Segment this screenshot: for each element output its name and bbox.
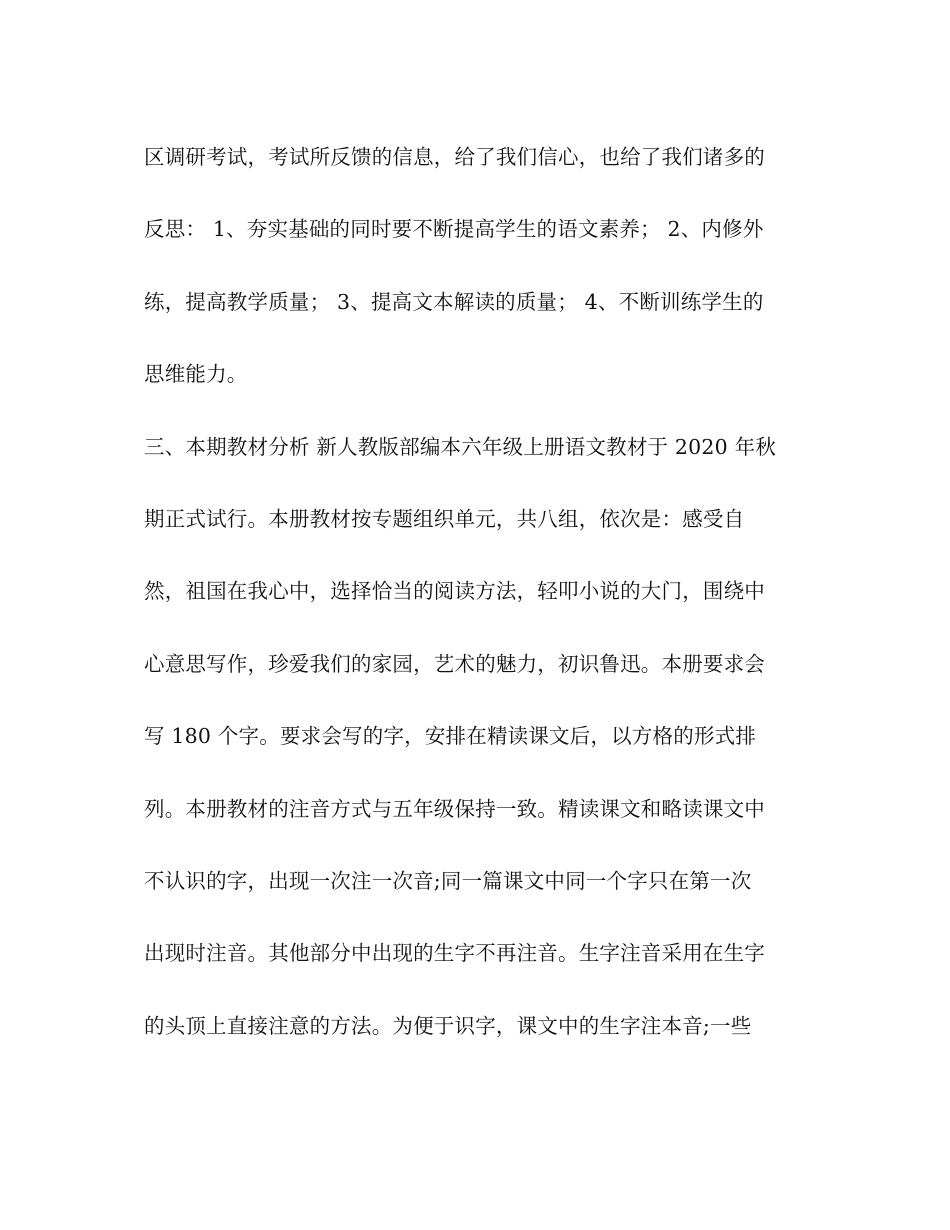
text-line: 然，祖国在我心中，选择恰当的阅读方法，轻叩小说的大门，围绕中	[144, 579, 765, 604]
text-line: 列。本册教材的注音方式与五年级保持一致。精读课文和略读课文中	[144, 796, 765, 821]
section-heading-line: 三、本期教材分析 新人教版部编本六年级上册语文教材于 2020 年秋	[144, 434, 777, 459]
text-line: 区调研考试，考试所反馈的信息，给了我们信心，也给了我们诸多的	[144, 145, 765, 169]
document-body	[144, 135, 824, 1076]
text-line: 的头顶上直接注意的方法。为便于识字，课文中的生字注本音;一些	[144, 1013, 752, 1038]
text-line: 思维能力。	[144, 362, 248, 387]
text-line: 出现时注音。其他部分中出现的生字不再注音。生字注音采用在生字	[144, 941, 765, 966]
text-line: 练，提高教学质量； 3、提高文本解读的质量； 4、不断训练学生的	[144, 289, 764, 314]
text-line: 期正式试行。本册教材按专题组织单元，共八组，依次是：感受自	[144, 506, 745, 531]
text-line: 反思： 1、夯实基础的同时要不断提高学生的语文素养； 2、内修外	[144, 217, 764, 242]
text-line: 写 180 个字。要求会写的字，安排在精读课文后，以方格的形式排	[144, 724, 757, 749]
text-line: 心意思写作，珍爱我们的家园，艺术的魅力，初识鲁迅。本册要求会	[144, 651, 765, 676]
text-line: 不认识的字，出现一次注一次音;同一篇课文中同一个字只在第一次	[144, 868, 752, 893]
